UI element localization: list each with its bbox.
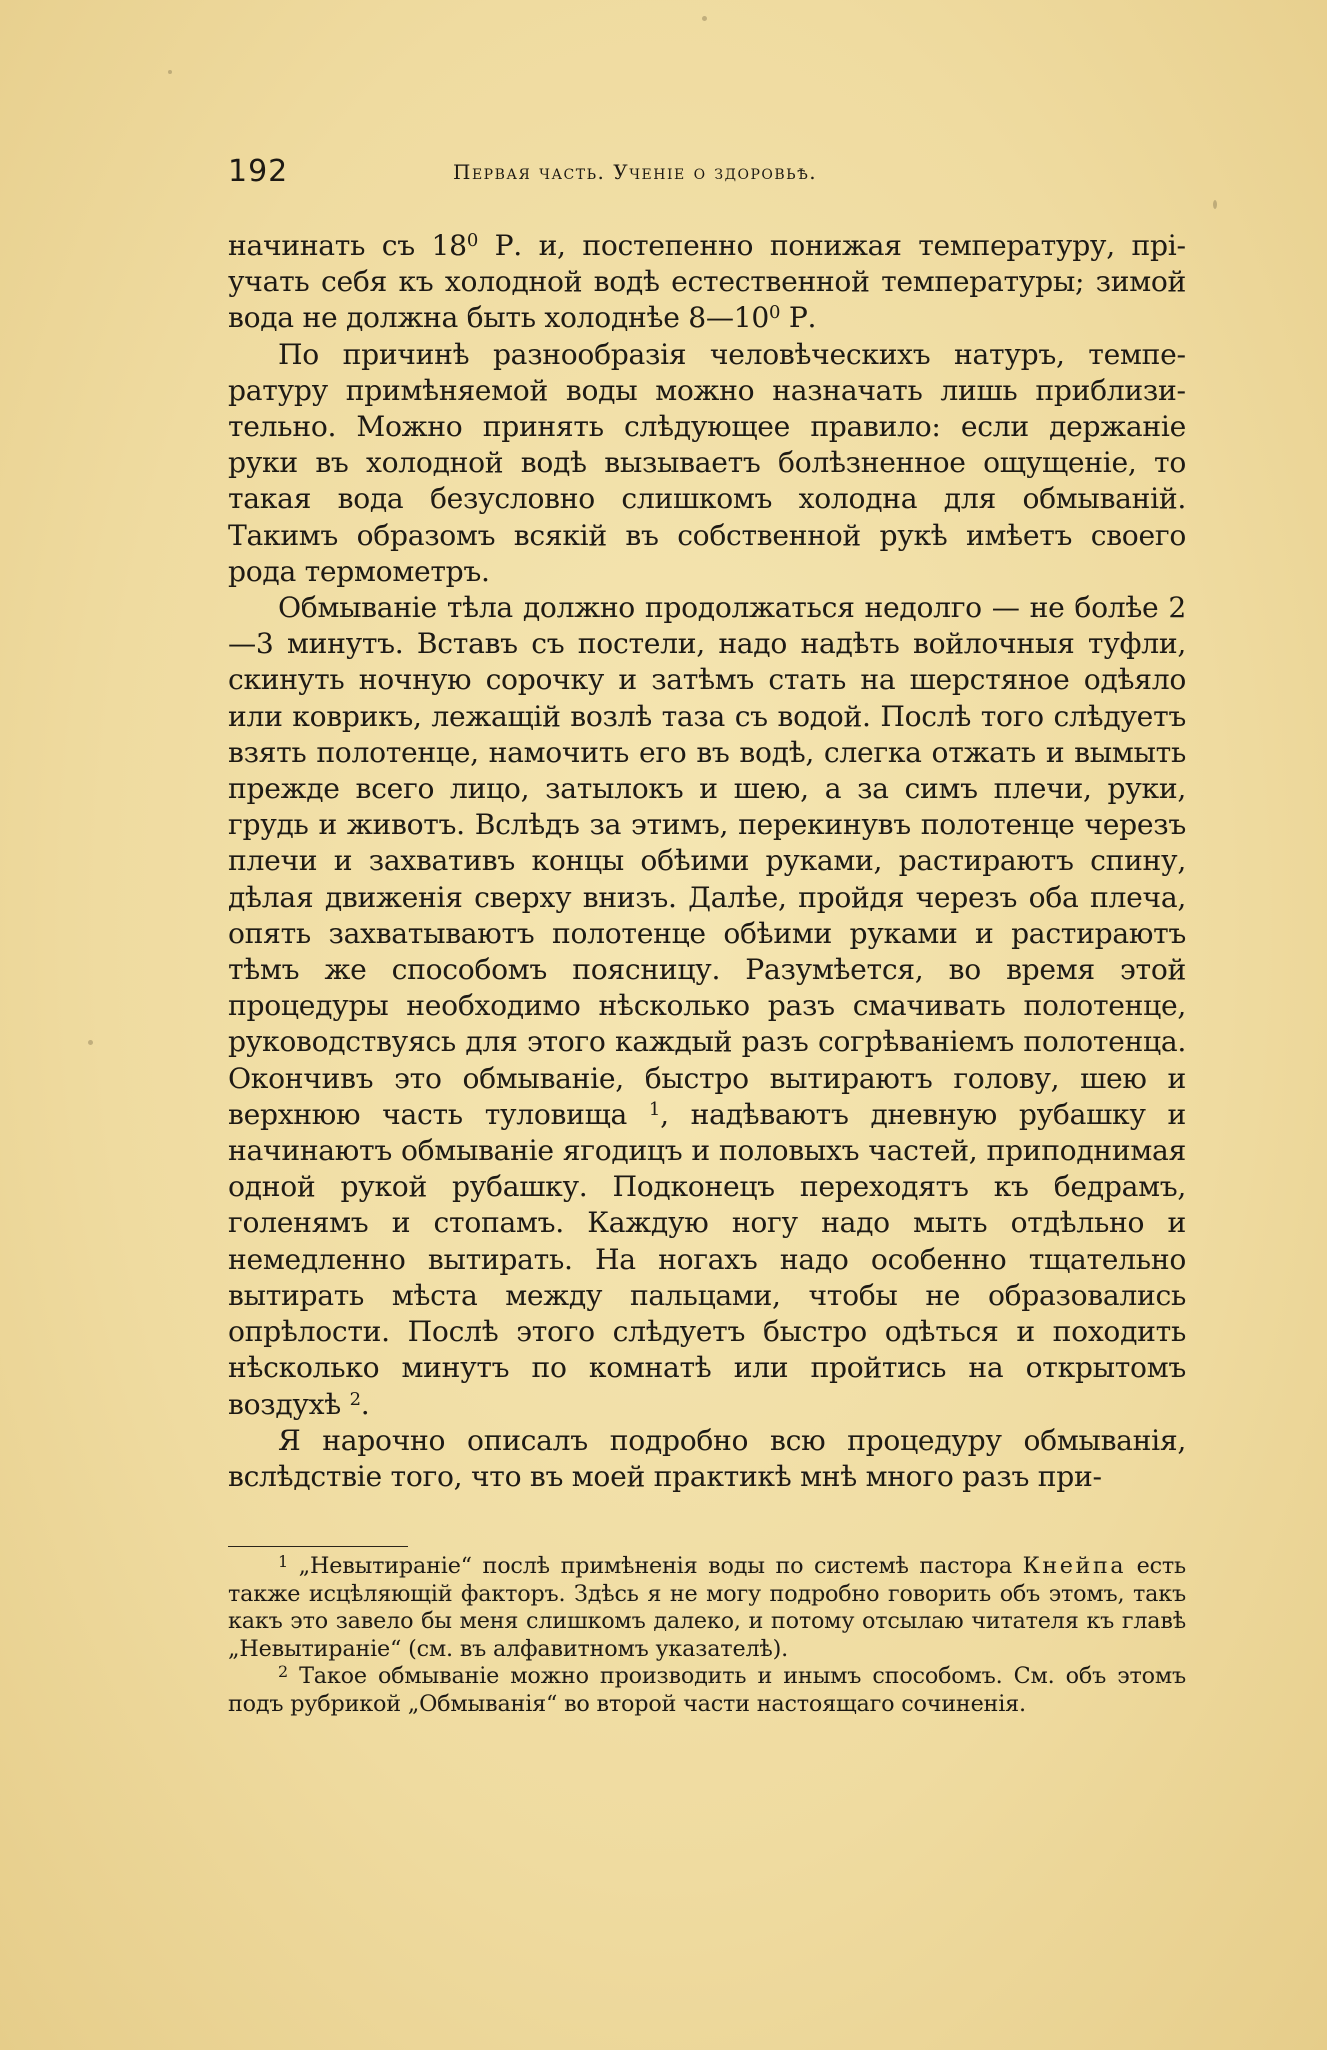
page-number: 192	[228, 154, 289, 189]
degree-mark: 0	[769, 302, 781, 324]
degree-mark: 0	[466, 230, 478, 251]
footnote-ref-2: 2	[349, 1388, 361, 1410]
footnote-ref-1: 1	[648, 1098, 661, 1120]
paper-speck	[168, 70, 172, 74]
text-run: Такое обмываніе можно производить и инымъ способомъ. См. объ этомъ подъ рубрикой „Обмыванія“ во второй части настоящаго сочиненія.	[228, 1663, 1186, 1717]
paragraph-2: По причинѣ разнообразія человѣческихъ натуръ, температуру примѣняемой воды можно назначать лишь приблизительно. Можно принять слѣдующее правило: если держаніе руки въ холодной водѣ вызываетъ болѣзненное ощущеніе, то такая вода безусловно слишкомъ холодна для обмываній. Такимъ образомъ всякій въ собственной рукѣ имѣетъ своего рода термометръ.	[228, 337, 1186, 588]
paper-speck	[88, 1040, 93, 1045]
main-text	[228, 228, 1186, 1495]
text-run: „Невытираніе“ послѣ примѣненія воды по системѣ пастора	[287, 1553, 1023, 1579]
running-head: Первая часть. Ученіе о здоровьѣ.	[453, 160, 818, 184]
paper-speck	[702, 16, 707, 21]
text-run: есть также исцѣляющій факторъ. Здѣсь я не могу подробно говорить объ этомъ, такъ какъ это завело бы меня слишкомъ далеко, и потому отсылаю читателя къ главѣ „Невытираніе“ (см. въ алфавитномъ указателѣ).	[228, 1553, 1187, 1662]
footnote-mark: 2	[278, 1662, 288, 1681]
text-run: Р.	[780, 301, 817, 335]
spaced-name: Кнейпа	[1022, 1553, 1126, 1579]
text-run: , надѣваютъ дневную рубашку и начинаютъ обмываніе ягодицъ и половыхъ частей, приподнимая одной рукой рубашку. Подконецъ переходятъ къ бедрамъ, голенямъ и стопамъ. Каждую ногу надо мыть отдѣльно и немедленно вытирать. На ногахъ надо особенно тщательно вытирать мѣста между пальцами, чтобы не образовались опрѣлости. Послѣ этого слѣдуетъ быстро одѣться и походить нѣсколько минутъ по комнатѣ или пройтись на открытомъ воздухѣ	[228, 1097, 1186, 1421]
footnote-1	[228, 1553, 1186, 1663]
paper-speck	[1213, 200, 1217, 209]
text-run: Обмываніе тѣла должно продолжаться недолго — не болѣе 2—3 минутъ. Вставъ съ постели, надо надѣть войлочныя туфли, скинуть ночную сорочку и затѣмъ стать на шерстяное одѣяло или коврикъ, лежащій возлѣ таза съ водой. Послѣ того слѣдуетъ взять полотенце, намочить его въ водѣ, слегка отжать и вымыть прежде всего лицо, затылокъ и шею, а за симъ плечи, руки, грудь и животъ. Вслѣдъ за этимъ, перекинувъ полотенце черезъ плечи и захвативъ концы обѣими руками, растираютъ спину, дѣлая движенія сверху внизъ. Далѣе, пройдя черезъ оба плеча, опять захватываютъ полотенце обѣими руками и растираютъ тѣмъ же способомъ поясницу. Разумѣется, во время этой процедуры необходимо нѣсколько разъ смачивать полотенце, руководствуясь для этого каждый разъ согрѣваніемъ полотенца. Окончивъ это обмываніе, быстро вытираютъ голову, шею и верхнюю часть туловища	[228, 591, 1186, 1131]
footnote-rule	[228, 1546, 408, 1547]
text-run: Р. и, постепенно понижая температуру, пріучать себя къ холодной водѣ естественной температуры; зимой вода не должна быть холоднѣе 8—10	[228, 229, 1186, 335]
footnote-mark: 1	[278, 1552, 288, 1571]
paragraph-1	[228, 228, 1186, 337]
footnotes	[228, 1553, 1186, 1718]
page-header	[228, 154, 1183, 198]
paragraph-4: Я нарочно описалъ подробно всю процедуру обмыванія, вслѣдствіе того, что въ моей практикѣ мнѣ много разъ при-	[228, 1423, 1186, 1493]
text-run: .	[360, 1387, 370, 1421]
paragraph-3	[228, 590, 1186, 1423]
text-run: начинать съ 18	[228, 229, 467, 262]
footnote-2	[228, 1663, 1186, 1718]
